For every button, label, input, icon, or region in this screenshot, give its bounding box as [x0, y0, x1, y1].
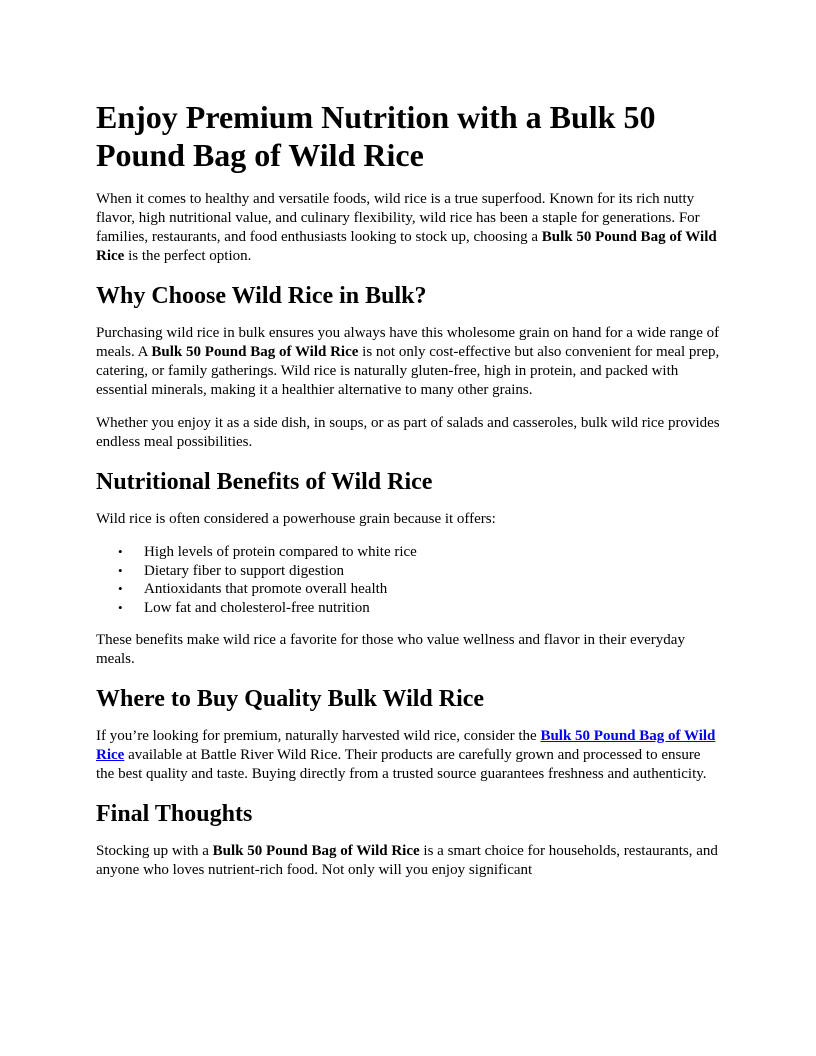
- bullet-icon: •: [118, 562, 123, 578]
- where-heading: Where to Buy Quality Bulk Wild Rice: [96, 686, 485, 712]
- nutrition-lead: Wild rice is often considered a powerhouse grain because it offers:: [96, 511, 496, 527]
- intro-paragraph: [96, 190, 722, 266]
- product-link[interactable]: Bulk 50 Pound Bag of Wild Rice: [96, 728, 716, 763]
- nutrition-heading: Nutritional Benefits of Wild Rice: [96, 469, 433, 495]
- list-item-text: Antioxidants that promote overall health: [144, 581, 388, 597]
- benefits-list: [96, 543, 722, 617]
- bullet-icon: •: [118, 599, 123, 615]
- document-page: [96, 98, 722, 894]
- final-text-start: Stocking up with a: [96, 843, 213, 859]
- list-item-text: Low fat and cholesterol-free nutrition: [144, 599, 370, 616]
- list-item: [118, 562, 722, 581]
- list-item: [118, 543, 722, 562]
- why-heading: Why Choose Wild Rice in Bulk?: [96, 283, 427, 309]
- intro-text-end: is the perfect option.: [124, 248, 252, 264]
- final-text-end: is a smart choice for households, restaurants, and anyone who loves nutrient-rich food. Not only will you enjoy significant: [96, 843, 718, 878]
- why-paragraph-1: [96, 324, 722, 400]
- intro-text-start: When it comes to healthy and versatile foods, wild rice is a true superfood. Known for its rich nutty flavor, high nutritional value, and culinary flexibility, wild rice has been a staple for generations. For families, restaurants, and food enthusiasts looking to stock up, choosing a: [96, 191, 700, 245]
- list-item-text: Dietary fiber to support digestion: [144, 562, 344, 579]
- why-text-end: is not only cost-effective but also convenient for meal prep, catering, or family gatherings. Wild rice is naturally gluten-free, high in protein, and packed with essential minerals, making it a healthier alternative to many other grains.: [96, 344, 720, 398]
- final-heading: Final Thoughts: [96, 801, 253, 827]
- bullet-icon: •: [118, 544, 123, 559]
- final-bold-phrase: Bulk 50 Pound Bag of Wild Rice: [212, 843, 420, 859]
- intro-bold-phrase: Bulk 50 Pound Bag of Wild Rice: [96, 229, 717, 264]
- list-item: [118, 599, 722, 618]
- why-text-start: Purchasing wild rice in bulk ensures you always have this wholesome grain on hand for a wide range of meals. A: [96, 325, 720, 360]
- why-paragraph-2: Whether you enjoy it as a side dish, in soups, or as part of salads and casseroles, bulk wild rice provides endless meal possibilities.: [96, 415, 720, 450]
- list-item: [118, 580, 722, 599]
- where-text-start: If you’re looking for premium, naturally harvested wild rice, consider the: [96, 728, 541, 744]
- nutrition-closing: These benefits make wild rice a favorite for those who value wellness and flavor in their everyday meals.: [96, 632, 685, 667]
- list-item-text: High levels of protein compared to white rice: [144, 544, 417, 560]
- why-bold-phrase: Bulk 50 Pound Bag of Wild Rice: [151, 344, 359, 360]
- page-title: Enjoy Premium Nutrition with a Bulk 50 Pound Bag of Wild Rice: [96, 99, 656, 173]
- where-text-end: available at Battle River Wild Rice. Their products are carefully grown and processed to ensure the best quality and taste. Buying directly from a trusted source guarantees freshness and authenticity.: [96, 747, 707, 782]
- where-paragraph: [96, 727, 722, 784]
- bullet-icon: •: [118, 581, 123, 596]
- final-paragraph: [96, 842, 722, 880]
